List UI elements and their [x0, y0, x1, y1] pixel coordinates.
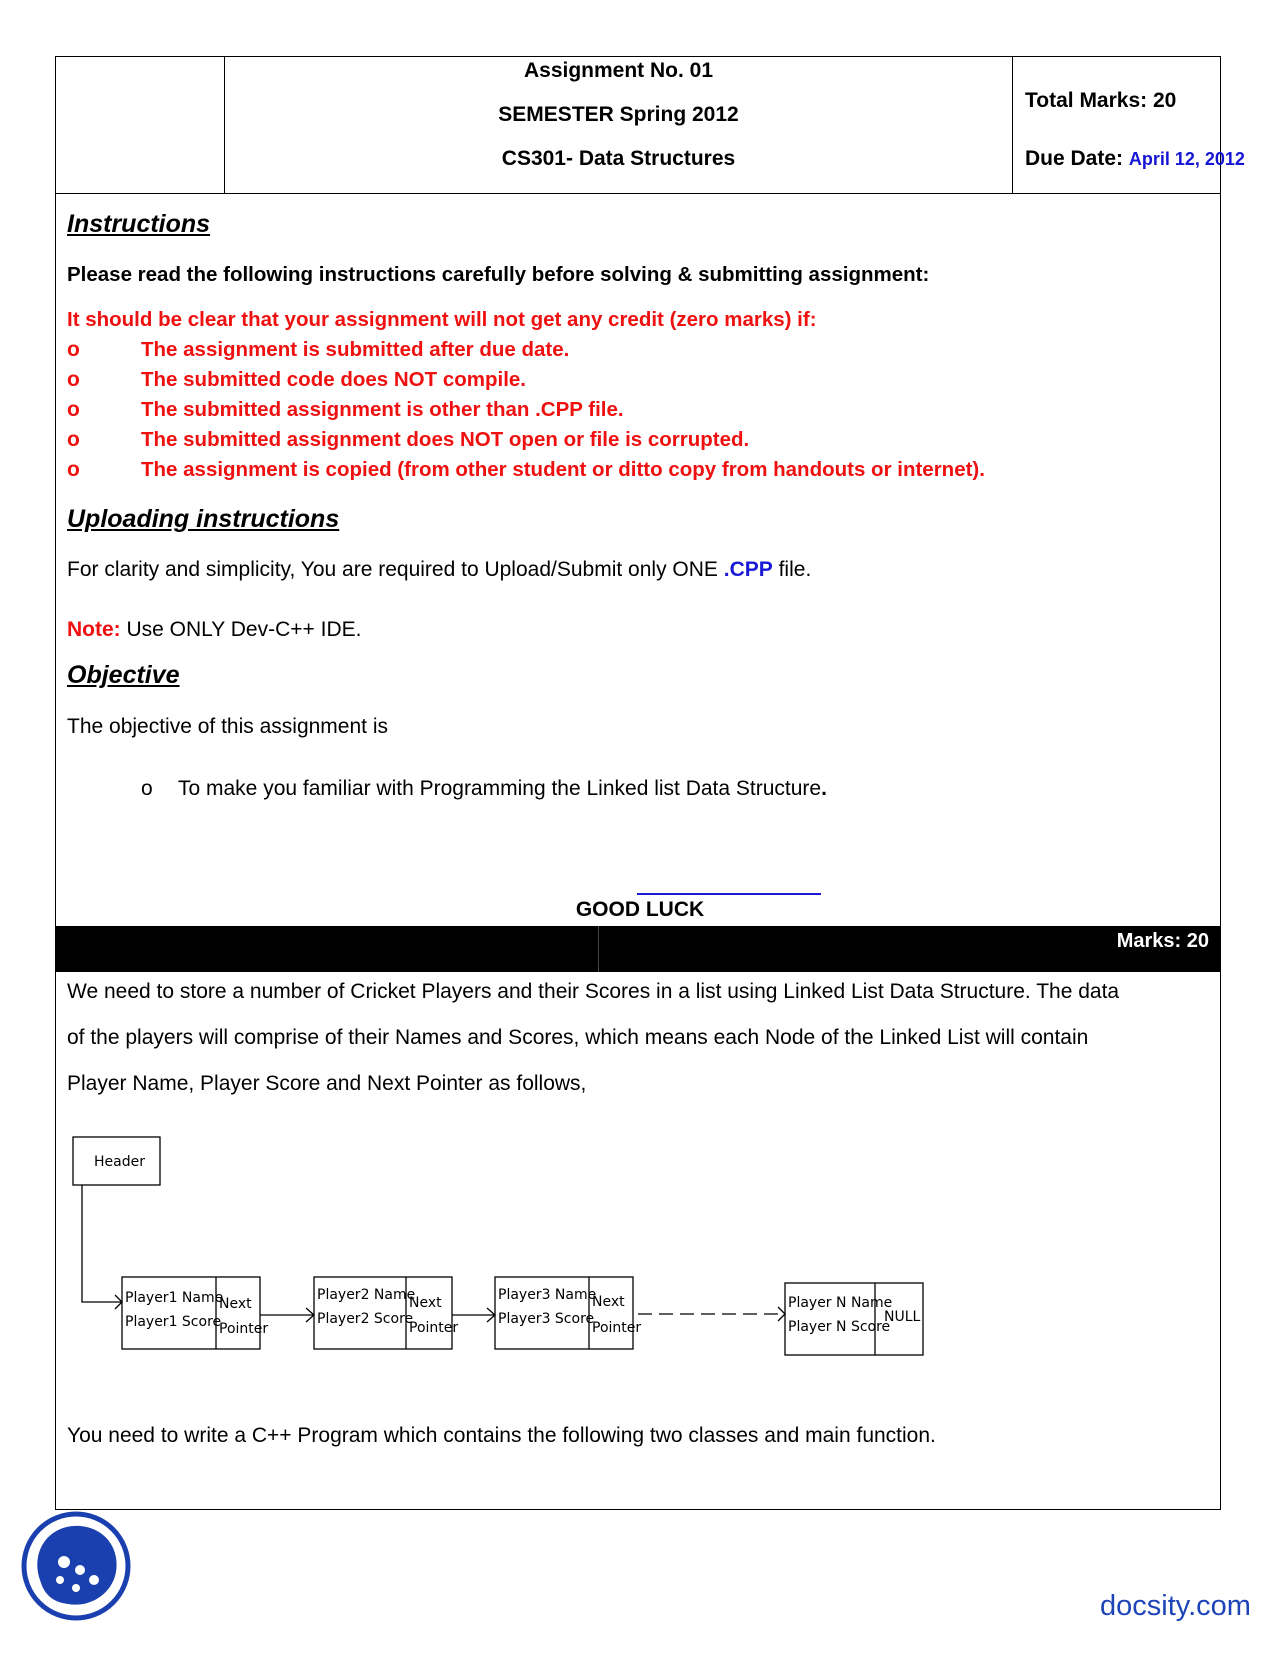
uploading-text — [67, 558, 811, 582]
due-date — [1025, 147, 1245, 171]
decorative-rule — [637, 893, 821, 895]
header-connector — [82, 1185, 122, 1302]
note-text: Use ONLY Dev-C++ IDE. — [120, 618, 362, 641]
list-bullet: o — [67, 368, 80, 391]
node-1-ptr2: Pointer — [219, 1321, 269, 1337]
objective-item — [178, 777, 827, 801]
node-2-name: Player2 Name — [317, 1287, 416, 1303]
node-3-name: Player3 Name — [498, 1287, 597, 1303]
list-item: The submitted assignment does NOT open or file is corrupted. — [141, 428, 750, 451]
question-paragraph-line: We need to store a number of Cricket Players and their Scores in a list using Linked List Data Structure. The data — [67, 980, 1120, 1003]
node-n-null: NULL — [884, 1309, 921, 1325]
node-2-score: Player2 Score — [317, 1311, 414, 1327]
list-bullet: o — [67, 428, 80, 451]
list-item: The submitted code does NOT compile. — [141, 368, 526, 391]
objective-item-end: . — [821, 777, 827, 800]
linked-list-diagram — [60, 1120, 940, 1360]
uploading-text-before: For clarity and simplicity, You are required to Upload/Submit only ONE — [67, 558, 724, 581]
docsity-logo-icon — [20, 1510, 132, 1622]
node-3-ptr: Next — [592, 1294, 625, 1310]
node-1-ptr: Next — [219, 1296, 252, 1312]
total-marks: Total Marks: 20 — [1025, 89, 1177, 112]
good-luck: GOOD LUCK — [575, 898, 705, 921]
list-bullet: o — [67, 398, 80, 421]
uploading-heading: Uploading instructions — [67, 505, 340, 533]
node-n-name: Player N Name — [788, 1295, 893, 1311]
header-logo-cell — [56, 57, 225, 193]
header-marks-cell — [1013, 57, 1245, 193]
uploading-text-after: file. — [772, 558, 812, 581]
note — [67, 618, 361, 642]
question-marks-bar — [55, 926, 1221, 972]
instructions-intro: Please read the following instructions carefully before solving & submitting assignment: — [67, 263, 930, 286]
assignment-header-table — [55, 56, 1245, 194]
note-label: Note: — [67, 618, 121, 641]
cpp-highlight: .CPP — [723, 558, 773, 581]
semester: SEMESTER Spring 2012 — [498, 103, 739, 126]
dashed-arrow-head — [778, 1307, 785, 1321]
objective-heading: Objective — [67, 661, 180, 689]
instructions-heading: Instructions — [67, 210, 211, 238]
question-paragraph-line: Player Name, Player Score and Next Pointer as follows, — [67, 1072, 587, 1095]
objective-item-text: To make you familiar with Programming the Linked list Data Structure — [178, 777, 822, 800]
node-3-ptr2: Pointer — [592, 1320, 642, 1336]
header-label: Header — [94, 1154, 145, 1170]
list-bullet: o — [67, 458, 80, 481]
assignment-number: Assignment No. 01 — [523, 59, 714, 82]
question-paragraph-line: of the players will comprise of their Names and Scores, which means each Node of the Linked List will contain — [67, 1026, 1089, 1049]
docsity-watermark[interactable]: docsity.com — [1100, 1590, 1251, 1622]
objective-intro: The objective of this assignment is — [67, 715, 388, 738]
list-item: The assignment is copied (from other student or ditto copy from handouts or internet). — [141, 458, 985, 481]
due-date-label: Due Date: — [1025, 147, 1124, 170]
list-bullet: o — [67, 338, 80, 361]
question-marks: Marks: 20 — [1116, 930, 1209, 952]
list-item: The submitted assignment is other than .CPP file. — [141, 398, 624, 421]
node-n-score: Player N Score — [788, 1319, 891, 1335]
list-item: The assignment is submitted after due date. — [141, 338, 570, 361]
node-1-score: Player1 Score — [125, 1314, 222, 1330]
objective-bullet: o — [141, 777, 153, 800]
due-date-value: April 12, 2012 — [1128, 149, 1245, 169]
node-1-name: Player1 Name — [125, 1290, 224, 1306]
node-2-ptr: Next — [409, 1295, 442, 1311]
header-title-cell — [225, 57, 1013, 193]
node-3-score: Player3 Score — [498, 1311, 595, 1327]
node-2-ptr2: Pointer — [409, 1320, 459, 1336]
bar-divider — [598, 926, 599, 972]
course-title: CS301- Data Structures — [501, 147, 736, 170]
node-1-box — [122, 1277, 260, 1349]
instructions-warning: It should be clear that your assignment will not get any credit (zero marks) if: — [67, 308, 817, 331]
question-closing: You need to write a C++ Program which contains the following two classes and main function. — [67, 1424, 936, 1447]
